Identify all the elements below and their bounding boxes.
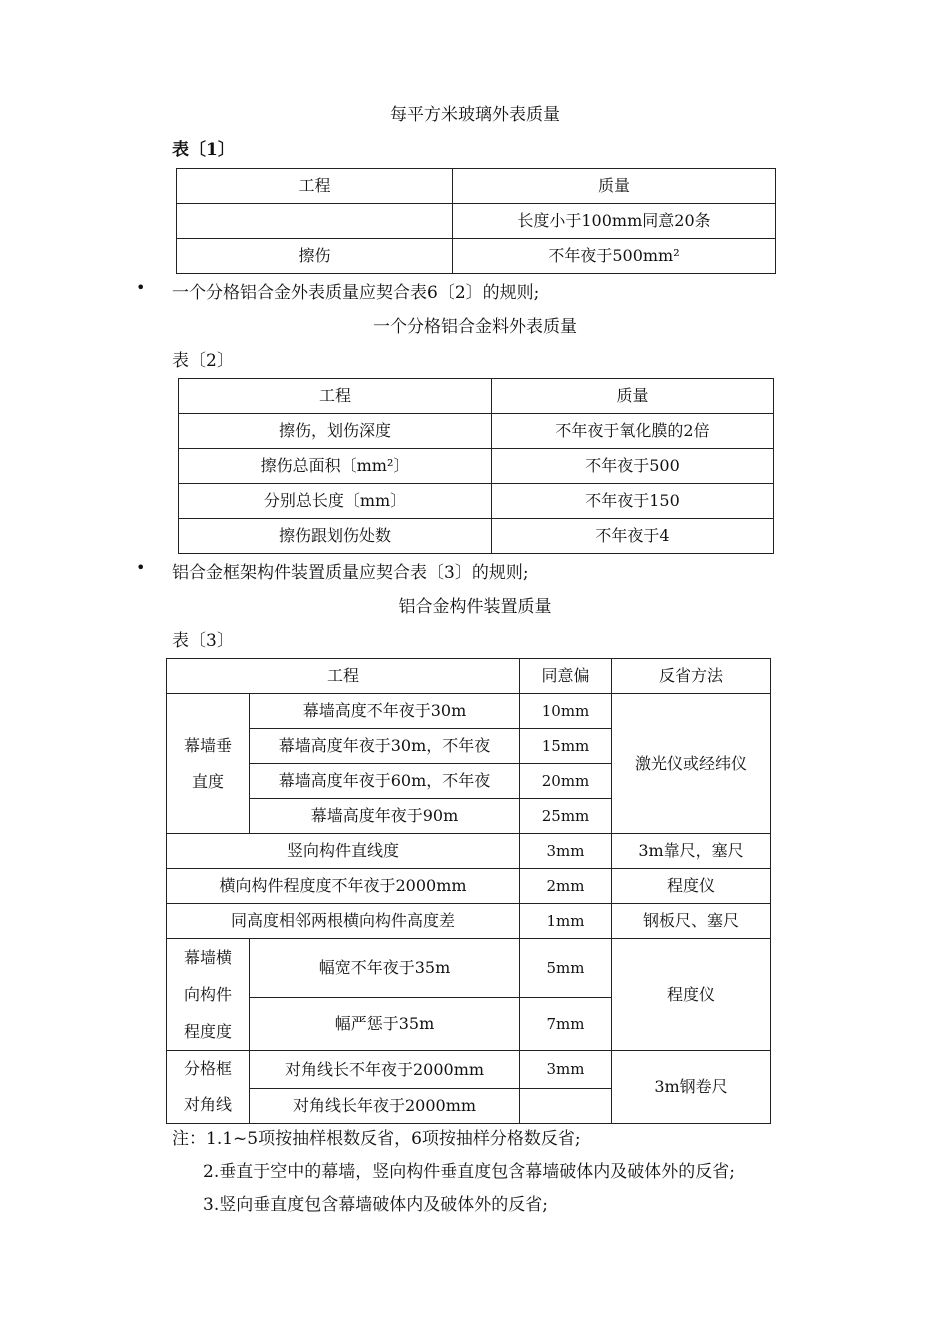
table-row <box>167 694 771 729</box>
table-cell: 对角线长不年夜于2000mm <box>250 1051 520 1089</box>
table-cell: 7mm <box>520 997 612 1050</box>
table-cell: 10mm <box>520 694 612 729</box>
group-label-line: 幕墙垂 <box>183 735 232 755</box>
bullet-text: 一个分格铝合金外表质量应契合表6〔2〕的规则; <box>172 283 540 303</box>
table-row <box>167 904 771 939</box>
group-label-line: 直度 <box>191 771 224 791</box>
table-cell: 幅宽不年夜于35m <box>250 939 520 998</box>
method-cell: 程度仪 <box>612 939 771 1051</box>
note-line: 3.竖向垂直度包含幕墙破体内及破体外的反省; <box>203 1195 548 1215</box>
table-cell: 幅严惩于35m <box>250 997 520 1050</box>
group-label-line: 程度度 <box>183 1022 232 1041</box>
table2-label: 表〔2〕 <box>172 351 234 371</box>
table-cell: 1mm <box>520 904 612 939</box>
table-cell <box>177 204 453 239</box>
header-cell: 质量 <box>492 379 774 414</box>
table1 <box>176 168 776 274</box>
table-cell: 20mm <box>520 764 612 799</box>
group-label-line: 分格框 <box>183 1059 232 1078</box>
group-label-cell <box>167 1051 250 1124</box>
table1-title: 每平方米玻璃外表质量 <box>390 105 560 125</box>
table-header-row <box>179 379 774 414</box>
table-row <box>179 519 774 554</box>
table-cell: 竖向构件直线度 <box>167 834 520 869</box>
header-cell: 同意偏 <box>520 659 612 694</box>
table-cell: 擦伤跟划伤处数 <box>179 519 492 554</box>
table1-label: 表〔1〕 <box>172 140 235 160</box>
table3-title: 铝合金构件装置质量 <box>398 597 552 617</box>
table2 <box>178 378 774 554</box>
table-row <box>179 414 774 449</box>
table-cell: 长度小于100mm同意20条 <box>453 204 776 239</box>
group-label-line: 对角线 <box>183 1095 232 1114</box>
group-label-cell <box>167 939 250 1051</box>
table3-label: 表〔3〕 <box>172 631 234 651</box>
table-row <box>179 449 774 484</box>
bullet-text: 铝合金框架构件装置质量应契合表〔3〕的规则; <box>172 563 529 583</box>
table-cell: 不年夜于150 <box>492 484 774 519</box>
table-cell: 幕墙高度不年夜于30m <box>250 694 520 729</box>
table-row <box>167 939 771 998</box>
table-cell: 幕墙高度年夜于60m，不年夜 <box>250 764 520 799</box>
header-cell: 工程 <box>177 169 453 204</box>
table-header-row <box>177 169 776 204</box>
table-cell <box>520 1088 612 1123</box>
table-cell: 3mm <box>520 834 612 869</box>
bullet-dot: • <box>136 278 146 297</box>
table-cell: 不年夜于500mm² <box>453 239 776 274</box>
header-cell: 工程 <box>179 379 492 414</box>
bullet-dot: • <box>136 558 146 577</box>
group-label-line: 幕墙横 <box>183 948 232 967</box>
table-cell: 2mm <box>520 869 612 904</box>
note-line: 2.垂直于空中的幕墙，竖向构件垂直度包含幕墙破体内及破体外的反省; <box>203 1162 735 1182</box>
table-cell: 5mm <box>520 939 612 998</box>
table2-title: 一个分格铝合金料外表质量 <box>373 317 577 337</box>
table-cell: 擦伤，划伤深度 <box>179 414 492 449</box>
table-cell: 25mm <box>520 799 612 834</box>
table-cell: 横向构件程度度不年夜于2000mm <box>167 869 520 904</box>
table3 <box>166 658 771 1124</box>
table-cell: 对角线长年夜于2000mm <box>250 1088 520 1123</box>
table-cell: 15mm <box>520 729 612 764</box>
table-cell: 擦伤 <box>177 239 453 274</box>
table-cell: 擦伤总面积〔mm²〕 <box>179 449 492 484</box>
table-cell: 不年夜于4 <box>492 519 774 554</box>
header-cell: 质量 <box>453 169 776 204</box>
table-cell: 幕墙高度年夜于30m，不年夜 <box>250 729 520 764</box>
table-row <box>167 869 771 904</box>
table-header-row <box>167 659 771 694</box>
table-row <box>179 484 774 519</box>
table-cell: 3mm <box>520 1051 612 1089</box>
table-row <box>177 204 776 239</box>
table-row <box>167 834 771 869</box>
table-row <box>177 239 776 274</box>
header-cell: 工程 <box>167 659 520 694</box>
table-cell: 不年夜于500 <box>492 449 774 484</box>
method-cell: 程度仪 <box>612 869 771 904</box>
table-cell: 分别总长度〔mm〕 <box>179 484 492 519</box>
table-cell: 幕墙高度年夜于90m <box>250 799 520 834</box>
note-line: 注：1.1~5项按抽样根数反省，6项按抽样分格数反省; <box>172 1129 581 1149</box>
method-cell: 激光仪或经纬仪 <box>612 694 771 834</box>
method-cell: 3m靠尺，塞尺 <box>612 834 771 869</box>
group-label-line: 向构件 <box>183 985 232 1004</box>
table-cell: 同高度相邻两根横向构件高度差 <box>167 904 520 939</box>
method-cell: 3m钢卷尺 <box>612 1051 771 1124</box>
header-cell: 反省方法 <box>612 659 771 694</box>
group-label-cell <box>167 694 250 834</box>
table-row <box>167 1051 771 1089</box>
method-cell: 钢板尺、塞尺 <box>612 904 771 939</box>
table-cell: 不年夜于氧化膜的2倍 <box>492 414 774 449</box>
